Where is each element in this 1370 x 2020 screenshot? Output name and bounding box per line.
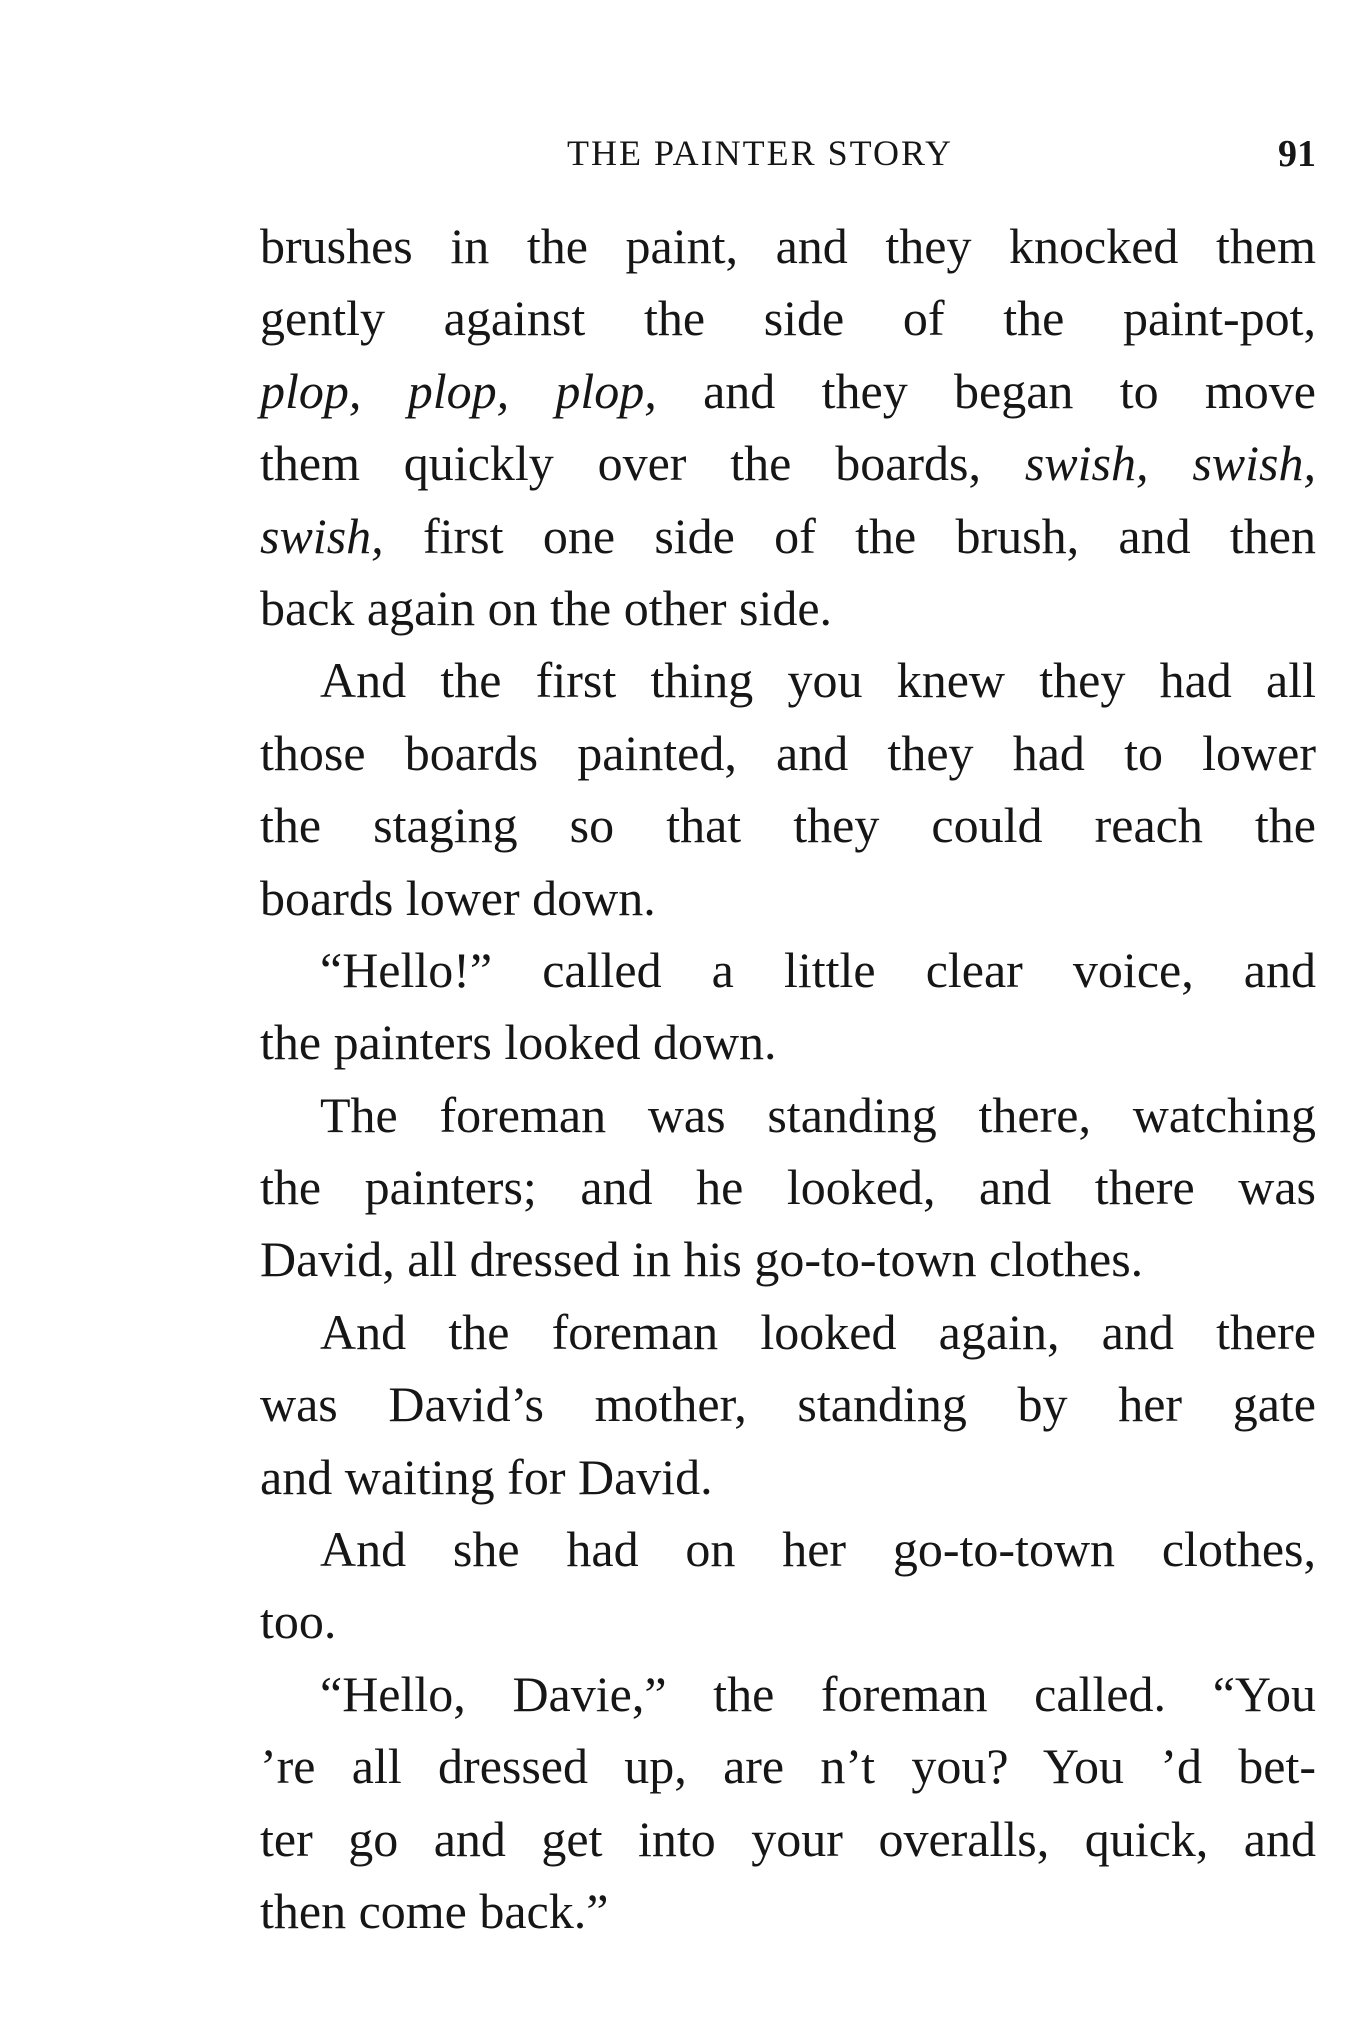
text-line	[260, 1875, 1316, 1947]
text-line	[260, 862, 1316, 934]
text-run: the painters; and he looked, and there was	[260, 1159, 1316, 1216]
body-text	[260, 210, 1316, 1947]
text-run: them quickly over the boards,	[260, 435, 1025, 492]
text-line	[260, 1585, 1316, 1657]
text-line	[260, 1296, 1316, 1368]
running-head	[260, 132, 1316, 182]
text-line	[260, 500, 1316, 572]
text-run: and they began to move	[656, 362, 1316, 419]
text-line	[260, 355, 1316, 427]
text-line	[260, 1441, 1316, 1513]
text-run: those boards painted, and they had to lower	[260, 724, 1316, 781]
text-line	[260, 282, 1316, 354]
text-line	[260, 1730, 1316, 1802]
text-line	[260, 572, 1316, 644]
text-line	[260, 1803, 1316, 1875]
text-run: back again on the other side.	[260, 579, 833, 636]
paragraph	[260, 644, 1316, 934]
paragraph	[260, 1079, 1316, 1296]
text-run: And the first thing you knew they had all	[320, 652, 1316, 709]
paragraph	[260, 1296, 1316, 1513]
paragraph	[260, 210, 1316, 644]
text-run: And the foreman looked again, and there	[320, 1303, 1316, 1360]
italic-text: plop, plop, plop,	[260, 362, 657, 419]
text-line	[260, 1513, 1316, 1585]
text-line	[260, 1368, 1316, 1440]
text-run: ’re all dressed up, are n’t you? You ’d bet-	[260, 1738, 1316, 1795]
running-title: THE PAINTER STORY	[566, 133, 954, 173]
text-run: the staging so that they could reach the	[260, 797, 1316, 854]
text-run: boards lower down.	[260, 869, 656, 926]
text-run: gently against the side of the paint-pot,	[260, 290, 1316, 347]
text-line	[260, 427, 1316, 499]
text-line	[260, 717, 1316, 789]
paragraph	[260, 1513, 1316, 1658]
text-run: too.	[260, 1593, 337, 1650]
text-line	[260, 210, 1316, 282]
text-line	[260, 644, 1316, 716]
text-run: And she had on her go-to-town clothes,	[320, 1521, 1316, 1578]
text-run: first one side of the brush, and then	[383, 507, 1316, 564]
text-run: was David’s mother, standing by her gate	[260, 1376, 1316, 1433]
text-run: brushes in the paint, and they knocked them	[260, 218, 1316, 274]
text-line	[260, 1006, 1316, 1078]
italic-text: swish, swish,	[1024, 435, 1316, 492]
text-run: David, all dressed in his go-to-town clothes.	[260, 1231, 1144, 1288]
paragraph	[260, 934, 1316, 1079]
text-run: ter go and get into your overalls, quick, and	[260, 1810, 1316, 1867]
text-run: then come back.”	[260, 1882, 609, 1939]
book-page	[260, 0, 1316, 2020]
text-run: and waiting for David.	[260, 1448, 713, 1505]
text-line	[260, 1079, 1316, 1151]
paragraph	[260, 1658, 1316, 1948]
text-line	[260, 789, 1316, 861]
text-run: “Hello!” called a little clear voice, and	[320, 941, 1316, 998]
text-run: “Hello, Davie,” the foreman called. “You	[320, 1665, 1316, 1722]
text-line	[260, 934, 1316, 1006]
text-line	[260, 1658, 1316, 1730]
text-line	[260, 1151, 1316, 1223]
italic-text: swish,	[260, 507, 384, 564]
text-run: the painters looked down.	[260, 1014, 777, 1071]
text-line	[260, 1223, 1316, 1295]
text-run: The foreman was standing there, watching	[320, 1086, 1316, 1143]
page-number: 91	[1278, 133, 1316, 175]
